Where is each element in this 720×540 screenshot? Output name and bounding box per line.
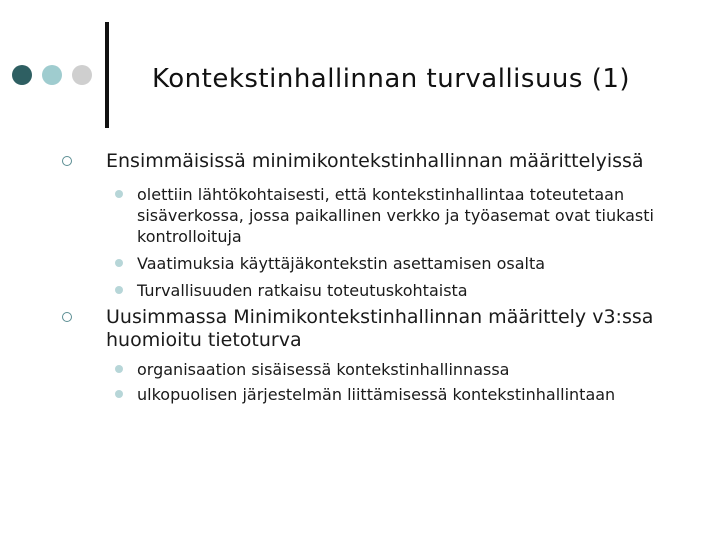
sub-bullet-1-1-text: olettiin lähtökohtaisesti, että kontekstinhallintaa toteutetaan sisäverkossa, jossa paikallinen verkko ja työasemat ovat tiukasti kontrolloituja bbox=[137, 185, 654, 246]
sub-bullet-1-2-text: Vaatimuksia käyttäjäkontekstin asettamisen osalta bbox=[137, 254, 546, 273]
sub-bullet-2-1-text: organisaation sisäisessä kontekstinhallinnassa bbox=[137, 360, 510, 379]
bullet-item-2 bbox=[106, 306, 696, 352]
sub-bullet-1-1 bbox=[137, 184, 697, 247]
sub-bullet-1-2 bbox=[137, 253, 697, 274]
bullet-item-2-text: Uusimmassa Minimikontekstinhallinnan määrittely v3:ssa huomioitu tietoturva bbox=[106, 306, 654, 351]
bullet-item-1 bbox=[106, 150, 706, 173]
sub-bullet-1-3 bbox=[137, 280, 697, 301]
decorative-dot-dark bbox=[12, 65, 32, 85]
bullet-item-1-text: Ensimmäisissä minimikontekstinhallinnan määrittelyissä bbox=[106, 150, 644, 172]
decorative-dot-gray bbox=[72, 65, 92, 85]
sub-bullet-marker-icon bbox=[115, 365, 123, 373]
sub-bullet-2-2 bbox=[137, 384, 707, 405]
sub-bullet-2-1 bbox=[137, 359, 697, 380]
sub-bullet-marker-icon bbox=[115, 286, 123, 294]
sub-bullet-2-2-text: ulkopuolisen järjestelmän liittämisessä kontekstinhallintaan bbox=[137, 385, 616, 404]
sub-bullet-marker-icon bbox=[115, 390, 123, 398]
sub-bullet-marker-icon bbox=[115, 259, 123, 267]
title-divider-line bbox=[105, 22, 109, 128]
slide-title: Kontekstinhallinnan turvallisuus (1) bbox=[152, 64, 631, 94]
bullet-marker-icon bbox=[62, 312, 72, 322]
sub-bullet-marker-icon bbox=[115, 190, 123, 198]
decorative-dot-light bbox=[42, 65, 62, 85]
bullet-marker-icon bbox=[62, 156, 72, 166]
sub-bullet-1-3-text: Turvallisuuden ratkaisu toteutuskohtaista bbox=[137, 281, 468, 300]
